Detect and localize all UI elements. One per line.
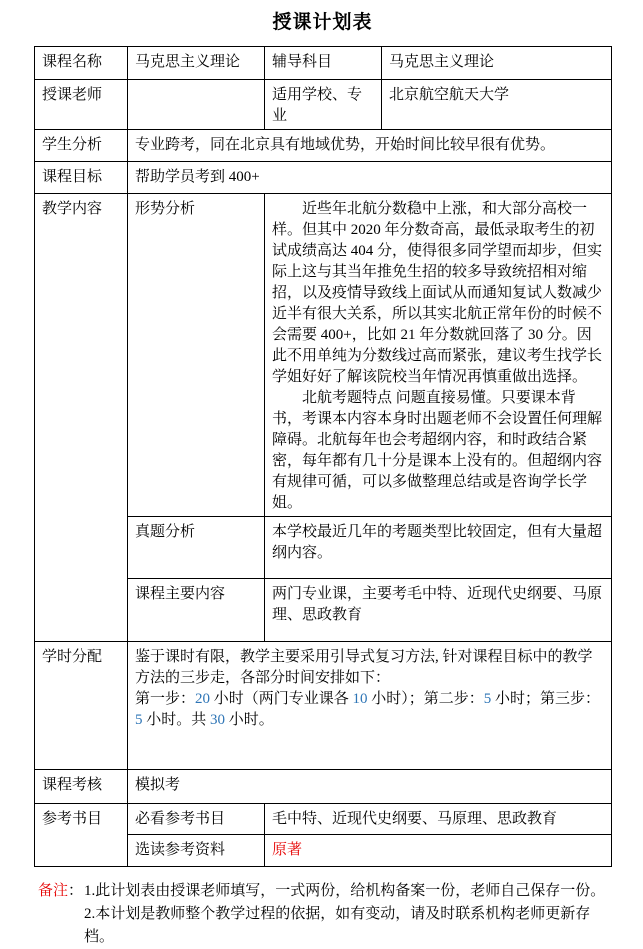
school-value: 北京航空航天大学: [382, 80, 612, 130]
main-content-label: 课程主要内容: [128, 579, 265, 642]
hours-per-course-number: 10: [352, 691, 368, 707]
notes-line-2: 2.本计划是教师整个教学过程的依据，如有变动，请及时联系机构老师更新存档。: [84, 906, 591, 945]
optional-read-value: 原著: [265, 835, 612, 867]
hours-steps: [135, 689, 605, 731]
teaching-plan-table: [34, 46, 612, 867]
situation-paragraph-1: 近些年北航分数稳中上涨，和大部分高校一样。但其中 2020 年分数奇高，最低录取考生的初试成绩高达 404 分，使得很多同学望而却步，但实际上这与其当年推免生招的较多导致统招相对缩招，以及疫情导致线上面试从而通知复试人数减少近半有很大关系，所以其实北航正常年份的时候不会需要 400+，比如 21 年分数就回落了 30 分。因此不用单纯为分数线过高而紧张，建议考生找学长学姐好好了解该院校当年情况再慎重做出选择。: [272, 201, 603, 385]
hours-total-number: 30: [210, 712, 226, 728]
books-label: 参考书目: [35, 804, 128, 867]
exam-label: 课程考核: [35, 770, 128, 804]
must-read-label: 必看参考书目: [128, 804, 265, 835]
student-analysis-label: 学生分析: [35, 130, 128, 162]
hours-step3-text: 小时；第三步：: [491, 691, 601, 707]
notes-colon: ：: [68, 883, 84, 899]
optional-read-label: 选读参考资料: [128, 835, 265, 867]
hours-step1-number: 20: [195, 691, 211, 707]
situation-analysis-value: [265, 194, 612, 517]
page-title: 授课计划表: [272, 12, 373, 33]
hours-label: 学时分配: [35, 642, 128, 770]
notes-label: 备注: [38, 883, 69, 899]
teaching-content-label: 教学内容: [35, 194, 128, 642]
hours-step3-number: 5: [135, 712, 143, 728]
course-goal-value: 帮助学员考到 400+: [128, 162, 612, 194]
real-exam-label: 真题分析: [128, 517, 265, 579]
main-content-value: 两门专业课，主要考毛中特、近现代史纲要、马原理、思政教育: [265, 579, 612, 642]
table-row-student-analysis: [35, 130, 612, 162]
hours-total-text: 小时。共: [142, 712, 211, 728]
situation-analysis-label: 形势分析: [128, 194, 265, 517]
notes-label-wrap: [38, 880, 83, 903]
real-exam-value: 本学校最近几年的考题类型比较固定，但有大量超纲内容。: [265, 517, 612, 579]
table-row-course-name: [35, 47, 612, 80]
table-row-must-read: [35, 804, 612, 835]
table-row-situation-analysis: [35, 194, 612, 517]
table-row-course-goal: [35, 162, 612, 194]
hours-value: [128, 642, 612, 770]
course-goal-label: 课程目标: [35, 162, 128, 194]
table-row-teacher: [35, 80, 612, 130]
school-label: 适用学校、专业: [265, 80, 382, 130]
hours-step1-detail: 小时（两门专业课各: [210, 691, 353, 707]
course-name-label: 课程名称: [35, 47, 128, 80]
hours-step2-number: 5: [483, 691, 492, 707]
hours-step2-text: 小时）；第二步：: [367, 691, 484, 707]
table-row-hours: [35, 642, 612, 770]
student-analysis-value: 专业跨考，同在北京具有地域优势，开始时间比较早很有优势。: [128, 130, 612, 162]
notes-section: [34, 880, 611, 949]
hours-total-suffix: 小时。: [225, 712, 274, 728]
tutor-subject-value: 马克思主义理论: [382, 47, 612, 80]
situation-paragraph-2: 北航考题特点 问题直接易懂。只要课本背书，考课本内容本身时出题老师不会设置任何理解障碍。北航每年也会考超纲内容，和时政结合紧密，每年都有几十分是课本上没有的。但超纲内容有规律可循，可以多做整理总结或是咨询学长学姐。: [272, 390, 603, 511]
must-read-value: 毛中特、近现代史纲要、马原理、思政教育: [265, 804, 612, 835]
teacher-value: [128, 80, 265, 130]
hours-intro: 鉴于课时有限，教学主要采用引导式复习方法, 针对课程目标中的教学方法的三步走，各部分时间安排如下：: [135, 649, 593, 686]
tutor-subject-label: 辅导科目: [265, 47, 382, 80]
exam-value: 模拟考: [128, 770, 612, 804]
course-name-value: 马克思主义理论: [128, 47, 265, 80]
hours-step1-text: 第一步：: [135, 691, 196, 707]
teacher-label: 授课老师: [35, 80, 128, 130]
table-row-exam: [35, 770, 612, 804]
notes-line-1: 1.此计划表由授课老师填写，一式两份，给机构备案一份，老师自己保存一份。: [84, 883, 606, 899]
